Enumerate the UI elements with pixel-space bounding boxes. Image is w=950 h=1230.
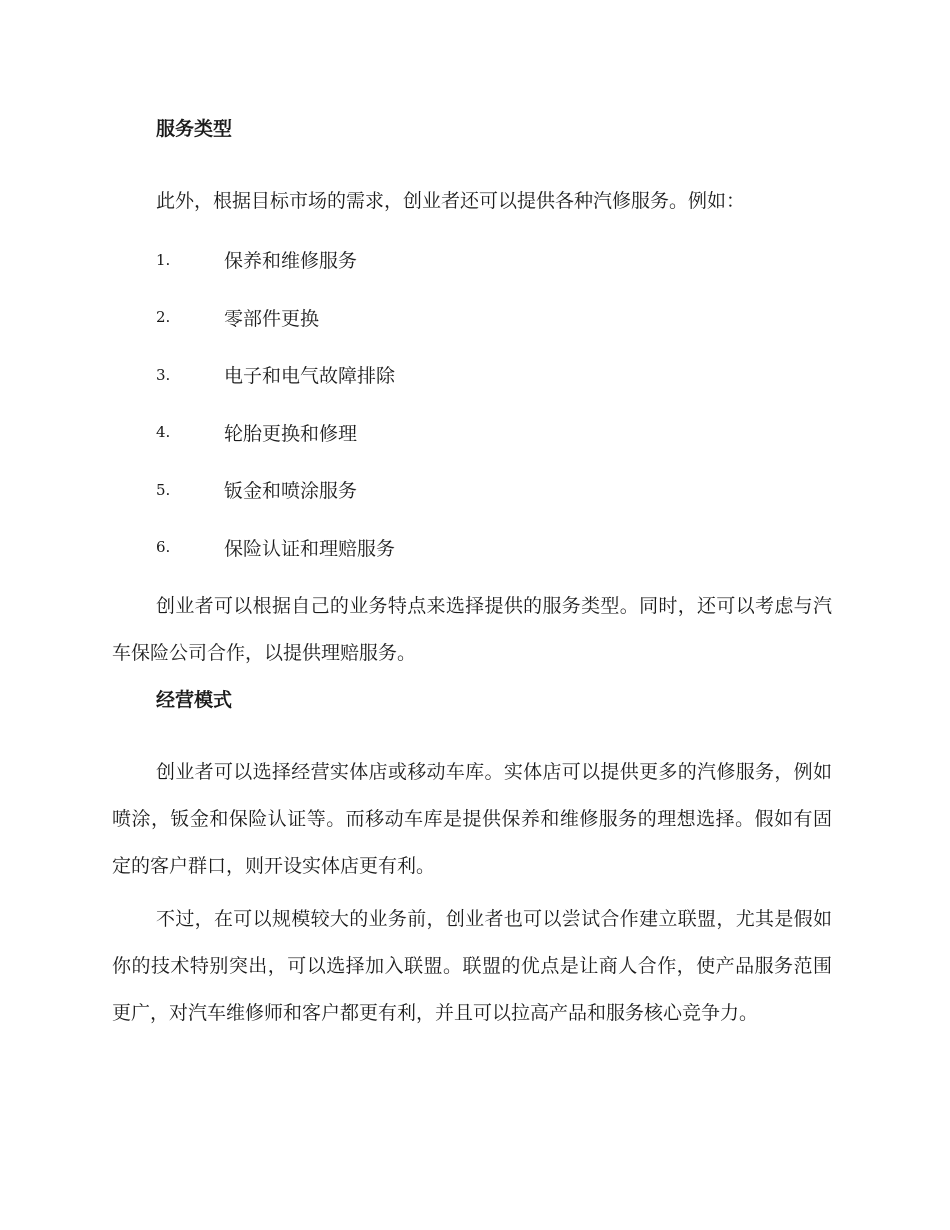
list-item-text: 保养和维修服务 (224, 250, 358, 273)
list-item-text: 钣金和喷涂服务 (224, 480, 358, 503)
list-item-number: 1. (156, 250, 171, 269)
service-list (112, 231, 832, 576)
list-item-number: 2. (156, 308, 171, 327)
list-item (112, 404, 832, 462)
section-heading-business-model: 经营模式 (156, 689, 233, 711)
closing-paragraph: 创业者可以根据自己的业务特点来选择提供的服务类型。同时，还可以考虑与汽车保险公司合作，以提供理赔服务。 (112, 595, 832, 664)
list-item (112, 346, 832, 404)
list-item-number: 5. (156, 480, 171, 499)
list-item (112, 461, 832, 519)
list-item-number: 6. (156, 538, 171, 557)
body-paragraph: 不过，在可以规模较大的业务前，创业者也可以尝试合作建立联盟，尤其是假如你的技术特别突出，可以选择加入联盟。联盟的优点是让商人合作，使产品服务范围更广，对汽车维修师和客户都更有利，并且可以拉高产品和服务核心竞争力。 (112, 908, 832, 1024)
body-paragraph: 创业者可以选择经营实体店或移动车库。实体店可以提供更多的汽修服务，例如喷涂，钣金和保险认证等。而移动车库是提供保养和维修服务的理想选择。假如有固定的客户群口，则开设实体店更有利。 (112, 761, 832, 877)
list-item-text: 保险认证和理赔服务 (224, 537, 396, 560)
intro-paragraph: 此外，根据目标市场的需求，创业者还可以提供各种汽修服务。例如： (156, 190, 746, 212)
list-item (112, 519, 832, 577)
list-item-text: 零部件更换 (224, 307, 320, 330)
list-item-number: 4. (156, 423, 171, 442)
list-item (112, 231, 832, 289)
document-body (112, 112, 832, 1043)
section-heading-service-types: 服务类型 (156, 118, 233, 140)
list-item-text: 轮胎更换和修理 (224, 422, 358, 445)
list-item (112, 289, 832, 347)
list-item-number: 3. (156, 365, 171, 384)
list-item-text: 电子和电气故障排除 (224, 365, 396, 388)
